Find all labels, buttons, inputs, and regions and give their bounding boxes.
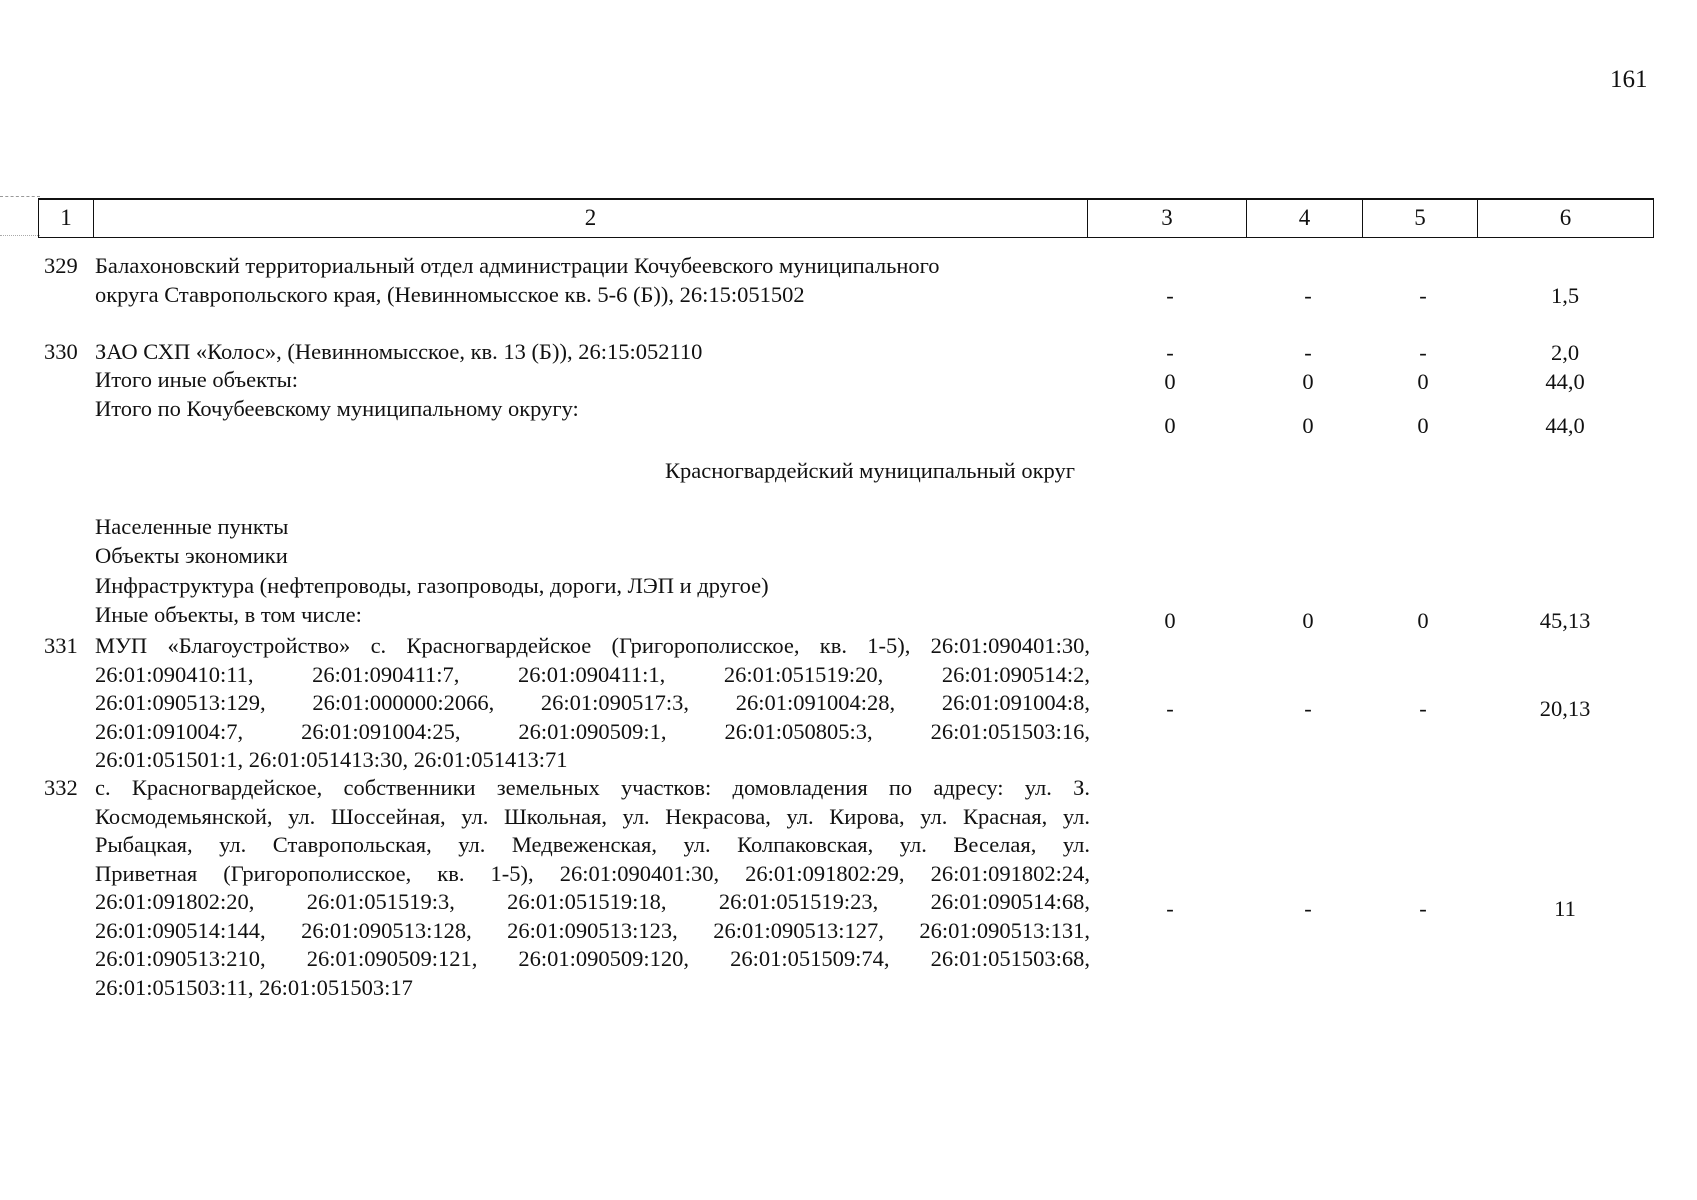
row-description — [95, 774, 1090, 1002]
section-title: Красногвардейский муниципальный округ — [665, 458, 1075, 483]
cell-col-5: - — [1419, 896, 1427, 921]
row-number: 332 — [44, 775, 78, 800]
row-line: округа Ставропольского края, (Невинномысское кв. 5-6 (Б)), 26:15:051502 — [95, 281, 805, 307]
total-label: Итого иные объекты: — [95, 367, 298, 392]
cell-col-5: 0 — [1417, 369, 1429, 394]
cell-col-4: - — [1304, 696, 1312, 721]
cell-col-3: - — [1166, 283, 1174, 308]
cell-col-6: 44,0 — [1545, 413, 1585, 438]
row-line: 26:01:051501:1, 26:01:051413:30, 26:01:051413:71 — [95, 747, 568, 772]
row-line: 26:01:091004:7, 26:01:091004:25, 26:01:090509:1, 26:01:050805:3, 26:01:051503:16, — [95, 718, 1090, 744]
row-line: Космодемьянской, ул. Шоссейная, ул. Школьная, ул. Некрасова, ул. Кирова, ул. Красная, ул. — [95, 803, 1090, 829]
cell-col-5: - — [1419, 340, 1427, 365]
cell-col-3: 0 — [1164, 369, 1176, 394]
row-line: 26:01:090410:11, 26:01:090411:7, 26:01:090411:1, 26:01:051519:20, 26:01:090514:2, — [95, 661, 1090, 687]
subsection-label: Иные объекты, в том числе: — [95, 602, 362, 627]
cell-col-6: 1,5 — [1550, 283, 1580, 308]
row-line: 26:01:090513:129, 26:01:000000:2066, 26:01:090517:3, 26:01:091004:28, 26:01:091004:8, — [95, 690, 1090, 715]
header-col-4: 4 — [1247, 200, 1363, 237]
header-col-2: 2 — [94, 200, 1088, 237]
cell-col-3: - — [1166, 696, 1174, 721]
subsection-label: Объекты экономики — [95, 543, 288, 568]
cell-col-3: 0 — [1164, 413, 1176, 438]
row-number: 330 — [44, 339, 78, 364]
cell-col-4: 0 — [1302, 413, 1314, 438]
subsection-label: Инфраструктура (нефтепроводы, газопроводы, дороги, ЛЭП и другое) — [95, 573, 769, 598]
subsection-label: Населенные пункты — [95, 514, 289, 539]
row-description — [95, 632, 1090, 775]
cell-col-3: - — [1166, 340, 1174, 365]
row-line: Рыбацкая, ул. Ставропольская, ул. Медвеженская, ул. Колпаковская, ул. Веселая, ул. — [95, 832, 1090, 857]
row-number: 331 — [44, 633, 78, 658]
cell-col-6: 45,13 — [1539, 608, 1591, 633]
row-line: Балахоновский территориальный отдел администрации Кочубеевского муниципального — [95, 253, 940, 278]
cell-col-5: 0 — [1417, 608, 1429, 633]
row-number: 329 — [44, 253, 78, 278]
header-col-6: 6 — [1559, 205, 1572, 231]
cell-col-3: 0 — [1164, 608, 1176, 633]
cell-col-4: 0 — [1302, 608, 1314, 633]
total-label: Итого по Кочубеевскому муниципальному округу: — [95, 396, 579, 421]
cell-col-5: - — [1419, 283, 1427, 308]
cell-col-4: - — [1304, 283, 1312, 308]
header-col-3: 3 — [1088, 200, 1247, 237]
row-description: ЗАО СХП «Колос», (Невинномысское, кв. 13 (Б)), 26:15:052110 — [95, 339, 703, 364]
table-header — [38, 198, 1654, 238]
row-line: 26:01:090513:210, 26:01:090509:121, 26:01:090509:120, 26:01:051509:74, 26:01:051503:68, — [95, 946, 1090, 971]
row-line: с. Красногвардейское, собственники земельных участков: домовладения по адресу: ул. З. — [95, 775, 1090, 800]
cell-col-4: - — [1304, 896, 1312, 921]
cell-col-6: 20,13 — [1539, 696, 1591, 721]
page-number: 161 — [1610, 66, 1648, 93]
cell-col-6: 11 — [1554, 896, 1576, 921]
cell-col-6: 44,0 — [1545, 369, 1585, 394]
cell-col-4: - — [1304, 340, 1312, 365]
row-line: Приветная (Григорополисское, кв. 1-5), 26:01:090401:30, 26:01:091802:29, 26:01:091802:24, — [95, 860, 1090, 886]
cell-col-5: 0 — [1417, 413, 1429, 438]
row-line: 26:01:051503:11, 26:01:051503:17 — [95, 974, 413, 1000]
cell-col-6: 2,0 — [1550, 340, 1580, 365]
scan-artifact-line — [0, 196, 40, 198]
cell-col-5: - — [1419, 696, 1427, 721]
scan-artifact-line — [0, 235, 40, 237]
row-line: 26:01:090514:144, 26:01:090513:128, 26:01:090513:123, 26:01:090513:127, 26:01:090513:131, — [95, 917, 1090, 943]
row-description — [95, 252, 1090, 309]
row-line: 26:01:091802:20, 26:01:051519:3, 26:01:051519:18, 26:01:051519:23, 26:01:090514:68, — [95, 889, 1090, 914]
cell-col-3: - — [1166, 896, 1174, 921]
row-line: МУП «Благоустройство» с. Красногвардейское (Григорополисское, кв. 1-5), 26:01:090401:30, — [95, 633, 1090, 658]
header-col-1: 1 — [39, 200, 94, 237]
cell-col-4: 0 — [1302, 369, 1314, 394]
header-col-5: 5 — [1363, 200, 1478, 237]
